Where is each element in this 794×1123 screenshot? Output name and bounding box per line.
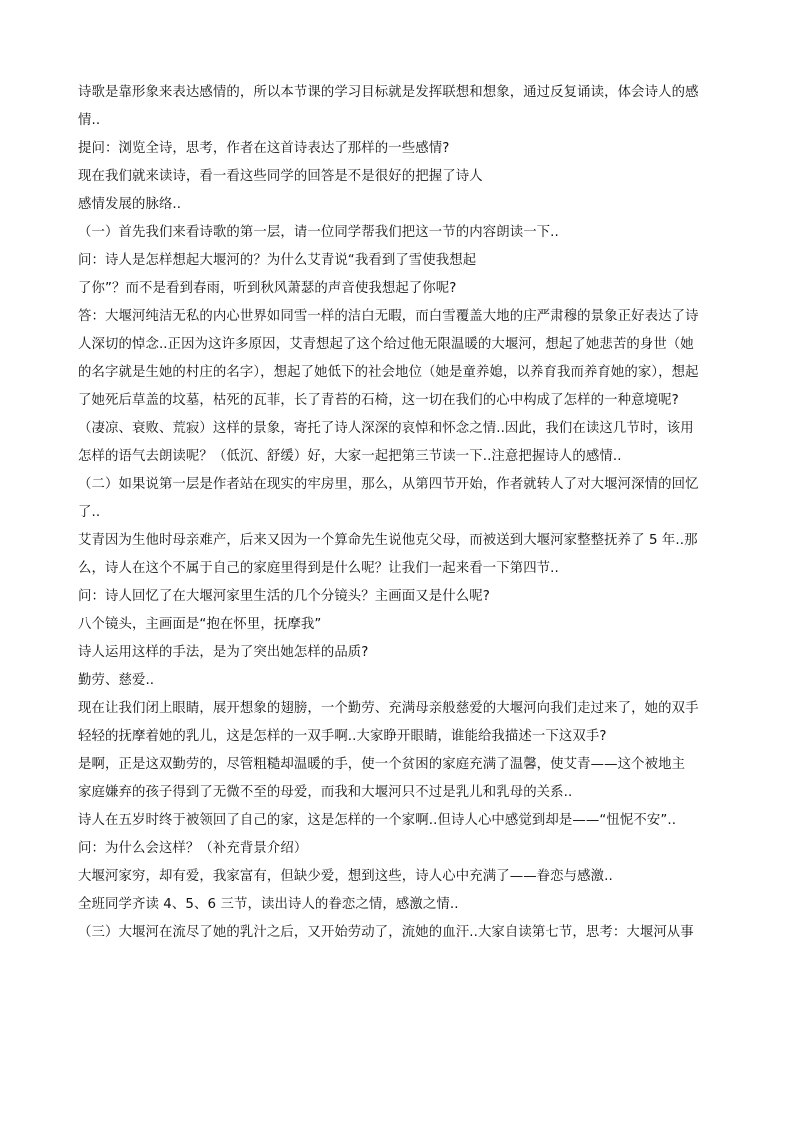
text-line: 现在我们就来读诗，看一看这些同学的回答是不是很好的把握了诗人 <box>78 169 483 184</box>
text-line: 家庭嫌弃的孩子得到了无微不至的母爱，而我和大堰河只不过是乳儿和乳母的关系.. <box>78 785 573 800</box>
text-line: 怎样的语气去朗读呢？（低沉、舒缓）好，大家一起把第三节读一下..注意把握诗人的感情.. <box>78 449 622 464</box>
text-line: 问：诗人回忆了在大堰河家里生活的几个分镜头？主画面又是什么呢? <box>78 589 490 604</box>
text-line: 是啊，正是这双勤劳的，尽管粗糙却温暖的手，使一个贫困的家庭充满了温馨，使艾青——这个被地主 <box>78 757 686 772</box>
text-line: 的名字就是生她的村庄的名字），想起了她低下的社会地位（她是童养媳，以养育我而养育她的家），想起 <box>78 365 699 380</box>
text-line: 诗人运用这样的手法，是为了突出她怎样的品质? <box>78 645 369 660</box>
text-line: 诗人在五岁时终于被领回了自己的家，这是怎样的一个家啊..但诗人心中感觉到却是——“忸怩不安”.. <box>78 813 677 828</box>
text-line: （凄凉、衰败、荒寂）这样的景象，寄托了诗人深深的哀悼和怀念之情..因此，我们在读这几节时，该用 <box>78 421 694 436</box>
text-line: 人深切的悼念..正因为这许多原因，艾青想起了这个给过他无限温暖的大堰河，想起了她悲苦的身世（她 <box>78 337 694 352</box>
text-line: 现在让我们闭上眼睛，展开想象的翅膀，一个勤劳、充满母亲般慈爱的大堰河向我们走过来了，她的双手 <box>78 701 699 716</box>
text-line: 艾青因为生他时母亲难产，后来又因为一个算命先生说他克父母，而被送到大堰河家整整抚养了 5 年..那 <box>78 533 698 548</box>
text-line: 全班同学齐读 4、5、6 三节，读出诗人的眷恋之情，感激之情.. <box>78 897 459 912</box>
document-body <box>78 79 718 947</box>
text-line: 感情发展的脉络.. <box>78 197 182 212</box>
text-line: 答：大堰河纯洁无私的内心世界如同雪一样的洁白无暇，而白雪覆盖大地的庄严肃穆的景象正好表达了诗 <box>78 309 699 324</box>
text-line: 么，诗人在这个不属于自己的家庭里得到是什么呢？让我们一起来看一下第四节.. <box>78 561 559 576</box>
text-line: 了她死后草盖的坟墓，枯死的瓦菲，长了青苔的石椅，这一切在我们的心中构成了怎样的一种意境呢? <box>78 393 679 408</box>
text-line: 问：为什么会这样？（补充背景介绍） <box>78 841 308 856</box>
text-line: 八个镜头，主画面是“抱在怀里，抚摩我” <box>78 617 322 632</box>
text-line: 轻轻的抚摩着她的乳儿，这是怎样的一双手啊..大家睁开眼睛，谁能给我描述一下这双手? <box>78 729 607 744</box>
text-line: 了你”？而不是看到春雨，听到秋风萧瑟的声音使我想起了你呢? <box>78 281 457 296</box>
text-line: 提问：浏览全诗，思考，作者在这首诗表达了那样的一些感情? <box>78 141 450 156</box>
text-line: （一）首先我们来看诗歌的第一层，请一位同学帮我们把这一节的内容朗读一下.. <box>78 225 559 240</box>
text-line: 勤劳、慈爱.. <box>78 673 155 688</box>
text-line: 大堰河家穷，却有爱，我家富有，但缺少爱，想到这些，诗人心中充满了——眷恋与感激.. <box>78 869 613 884</box>
text-line: （三）大堰河在流尽了她的乳汁之后，又开始劳动了，流她的血汗..大家自读第七节，思考：大堰河从事 <box>78 925 694 940</box>
text-line: 诗歌是靠形象来表达感情的，所以本节课的学习目标就是发挥联想和想象，通过反复诵读，体会诗人的感 <box>78 85 699 100</box>
text-line: 情.. <box>78 113 101 128</box>
text-line: 问：诗人是怎样想起大堰河的？为什么艾青说“我看到了雪使我想起 <box>78 253 477 268</box>
text-line: （二）如果说第一层是作者站在现实的牢房里，那么，从第四节开始，作者就转人了对大堰河深情的回忆 <box>78 477 699 492</box>
text-line: 了.. <box>78 505 101 520</box>
